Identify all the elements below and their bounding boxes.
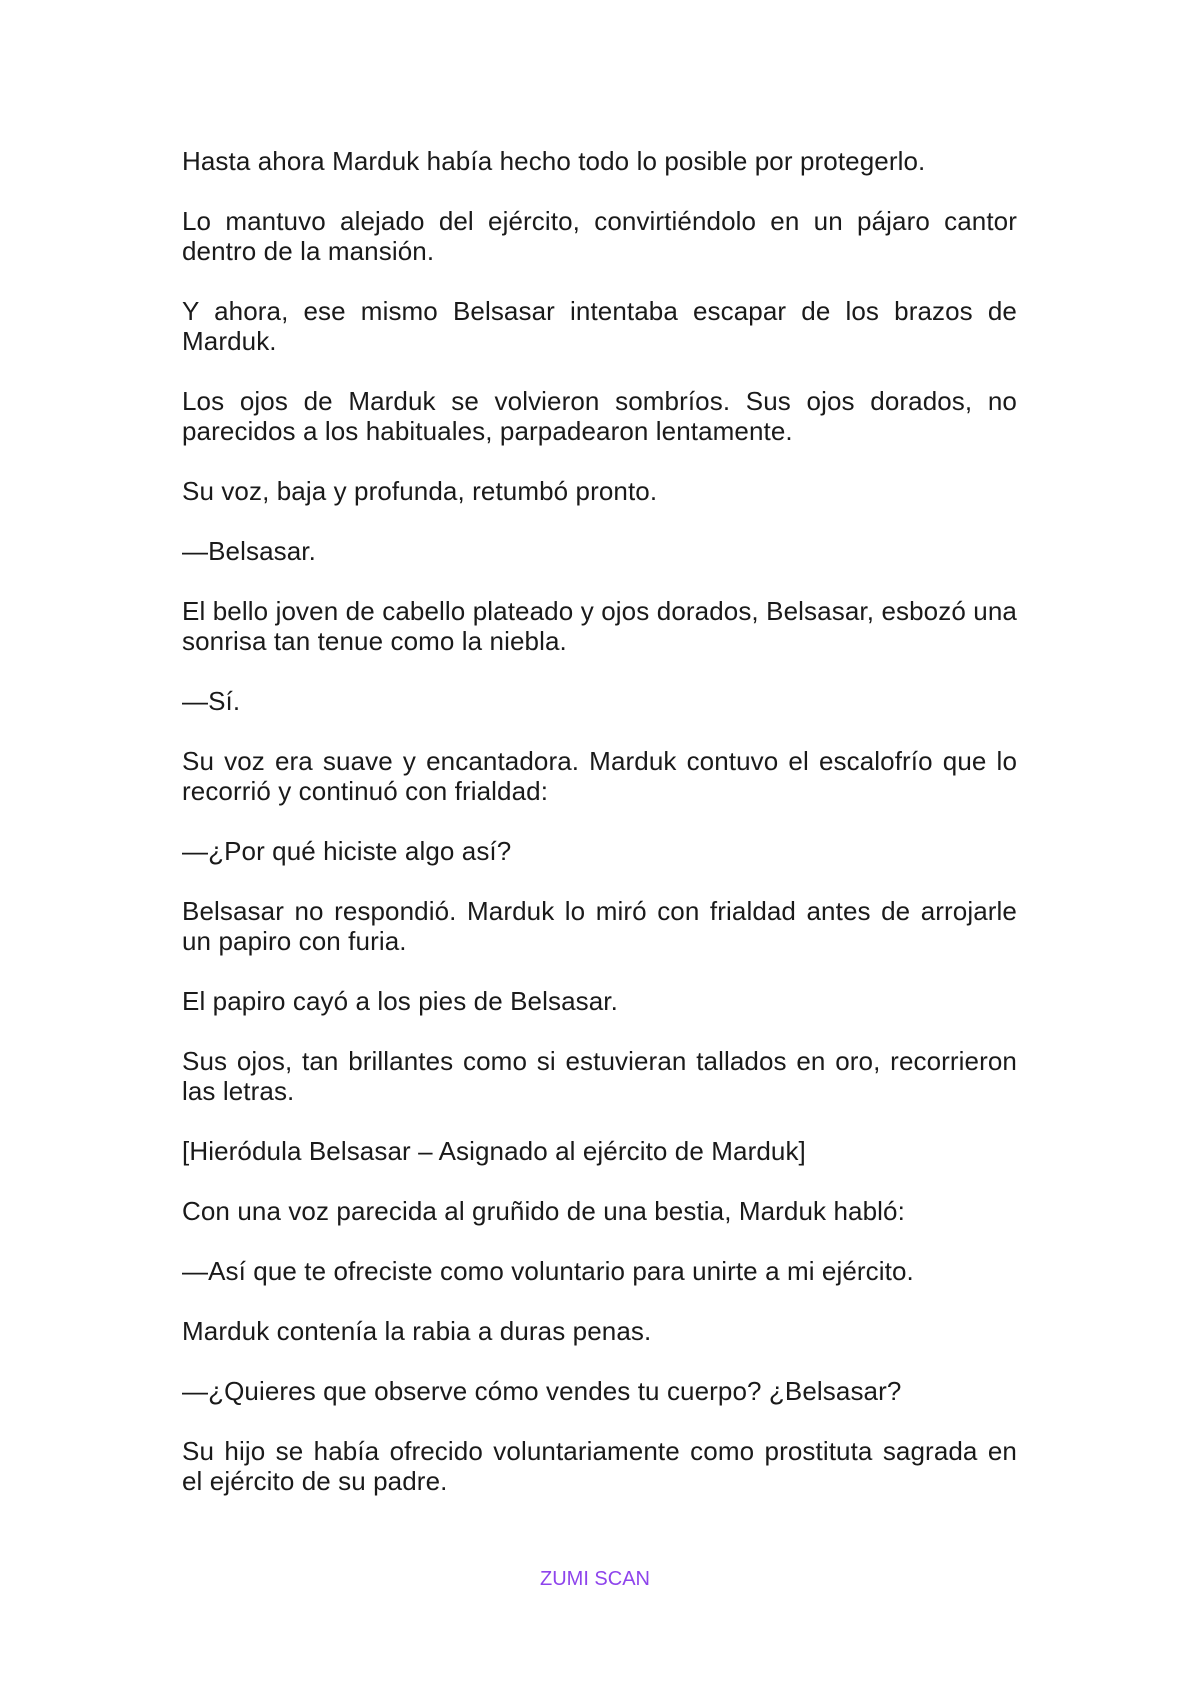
paragraph-6: —Belsasar. (182, 536, 316, 566)
paragraph-11: Belsasar no respondió. Marduk lo miró con frialdad antes de arrojarle un papiro con furia. (182, 896, 1017, 956)
paragraph-10: —¿Por qué hiciste algo así? (182, 836, 512, 866)
paragraph-1: Hasta ahora Marduk había hecho todo lo posible por protegerlo. (182, 146, 926, 176)
footer-watermark: ZUMI SCAN (540, 1568, 650, 1590)
paragraph-8: —Sí. (182, 686, 241, 716)
paragraph-5: Su voz, baja y profunda, retumbó pronto. (182, 476, 658, 506)
page-body (182, 146, 1017, 1526)
paragraph-2: Lo mantuvo alejado del ejército, convirtiéndolo en un pájaro cantor dentro de la mansión. (182, 206, 1017, 266)
paragraph-4: Los ojos de Marduk se volvieron sombríos. Sus ojos dorados, no parecidos a los habituales, parpadearon lentamente. (182, 386, 1017, 446)
paragraph-3: Y ahora, ese mismo Belsasar intentaba escapar de los brazos de Marduk. (182, 296, 1017, 356)
paragraph-15: Con una voz parecida al gruñido de una bestia, Marduk habló: (182, 1196, 905, 1226)
paragraph-17: Marduk contenía la rabia a duras penas. (182, 1316, 652, 1346)
paragraph-7: El bello joven de cabello plateado y ojos dorados, Belsasar, esbozó una sonrisa tan tenue como la niebla. (182, 596, 1017, 656)
paragraph-9: Su voz era suave y encantadora. Marduk contuvo el escalofrío que lo recorrió y continuó con frialdad: (182, 746, 1017, 806)
paragraph-14: [Hieródula Belsasar – Asignado al ejército de Marduk] (182, 1136, 806, 1166)
paragraph-19: Su hijo se había ofrecido voluntariamente como prostituta sagrada en el ejército de su padre. (182, 1436, 1017, 1496)
paragraph-18: —¿Quieres que observe cómo vendes tu cuerpo? ¿Belsasar? (182, 1376, 902, 1406)
paragraph-12: El papiro cayó a los pies de Belsasar. (182, 986, 618, 1016)
paragraph-13: Sus ojos, tan brillantes como si estuvieran tallados en oro, recorrieron las letras. (182, 1046, 1017, 1106)
paragraph-16: —Así que te ofreciste como voluntario para unirte a mi ejército. (182, 1256, 914, 1286)
